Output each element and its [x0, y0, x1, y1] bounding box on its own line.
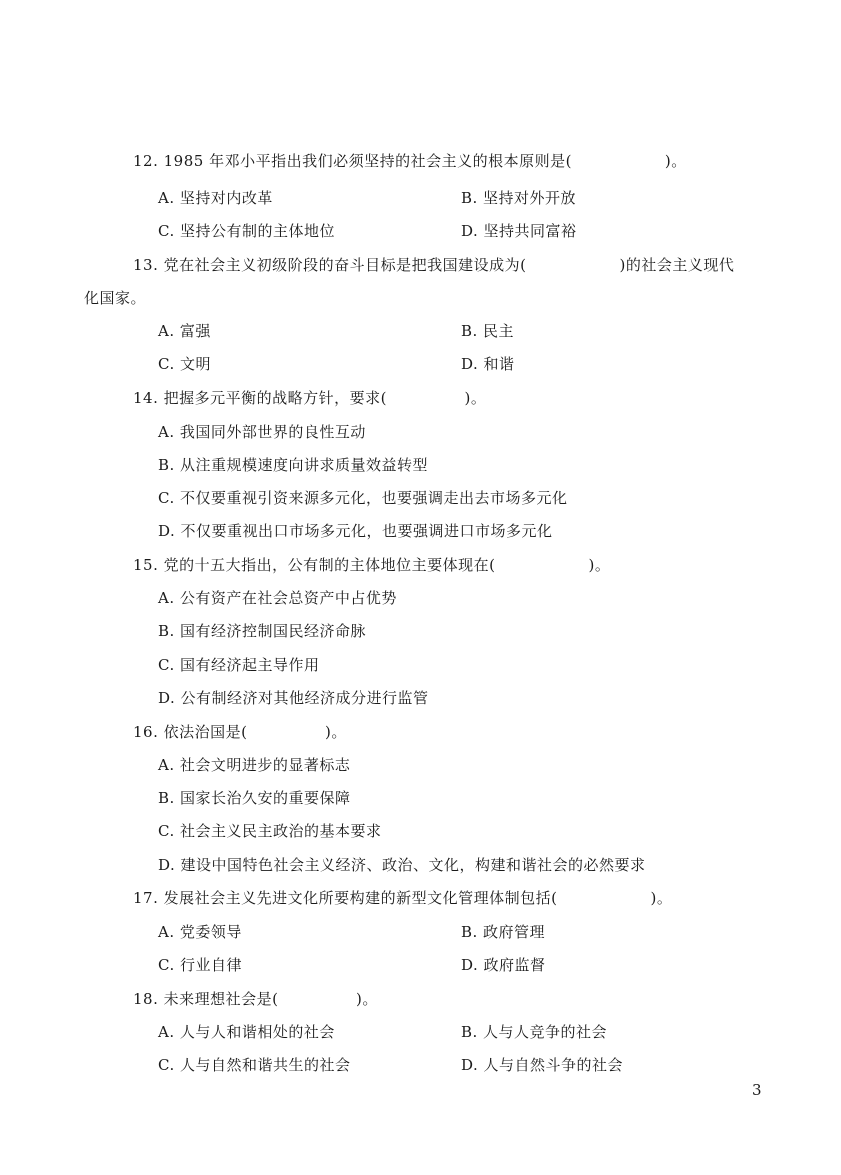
question-18-option-c: C. 人与自然和谐共生的社会 [158, 1056, 351, 1074]
question-14-option-c: C. 不仅要重视引资来源多元化，也要强调走出去市场多元化 [158, 489, 568, 507]
question-14-option-d: D. 不仅要重视出口市场多元化，也要强调进口市场多元化 [158, 522, 553, 540]
question-16-option-b: B. 国家长治久安的重要保障 [158, 789, 351, 807]
question-15-stem: 15. 党的十五大指出，公有制的主体地位主要体现在( )。 [133, 556, 611, 574]
question-16-option-d: D. 建设中国特色社会主义经济、政治、文化，构建和谐社会的必然要求 [158, 856, 646, 874]
question-12-option-d: D. 坚持共同富裕 [461, 222, 577, 240]
question-17-option-c: C. 行业自律 [158, 956, 242, 974]
question-14-option-a: A. 我国同外部世界的良性互动 [158, 423, 366, 441]
question-12-option-a: A. 坚持对内改革 [158, 189, 273, 207]
question-16-stem: 16. 依法治国是( )。 [133, 723, 347, 741]
question-13-stem: 13. 党在社会主义初级阶段的奋斗目标是把我国建设成为( )的社会主义现代 [133, 256, 735, 274]
question-13-stem-continued: 化国家。 [84, 289, 147, 307]
question-15-option-d: D. 公有制经济对其他经济成分进行监管 [158, 689, 429, 707]
question-18-option-a: A. 人与人和谐相处的社会 [158, 1023, 335, 1041]
question-15-option-a: A. 公有资产在社会总资产中占优势 [158, 589, 397, 607]
page-number: 3 [752, 1081, 762, 1099]
question-14-stem: 14. 把握多元平衡的战略方针，要求( )。 [133, 389, 487, 407]
question-18-stem: 18. 未来理想社会是( )。 [133, 990, 378, 1008]
question-17-option-b: B. 政府管理 [461, 923, 546, 941]
question-15-option-b: B. 国有经济控制国民经济命脉 [158, 622, 367, 640]
question-17-option-a: A. 党委领导 [158, 923, 242, 941]
question-13-option-c: C. 文明 [158, 355, 211, 373]
question-16-option-c: C. 社会主义民主政治的基本要求 [158, 822, 382, 840]
question-13-option-a: A. 富强 [158, 322, 211, 340]
question-13-option-d: D. 和谐 [461, 355, 515, 373]
question-15-option-c: C. 国有经济起主导作用 [158, 656, 320, 674]
question-17-option-d: D. 政府监督 [461, 956, 546, 974]
question-12-option-b: B. 坚持对外开放 [461, 189, 577, 207]
question-16-option-a: A. 社会文明进步的显著标志 [158, 756, 351, 774]
question-14-option-b: B. 从注重规模速度向讲求质量效益转型 [158, 456, 429, 474]
question-12-stem: 12. 1985 年邓小平指出我们必须坚持的社会主义的根本原则是( )。 [133, 152, 687, 170]
question-17-stem: 17. 发展社会主义先进文化所要构建的新型文化管理体制包括( )。 [133, 889, 673, 907]
question-18-option-b: B. 人与人竞争的社会 [461, 1023, 608, 1041]
question-13-option-b: B. 民主 [461, 322, 515, 340]
question-18-option-d: D. 人与自然斗争的社会 [461, 1056, 624, 1074]
question-12-option-c: C. 坚持公有制的主体地位 [158, 222, 335, 240]
